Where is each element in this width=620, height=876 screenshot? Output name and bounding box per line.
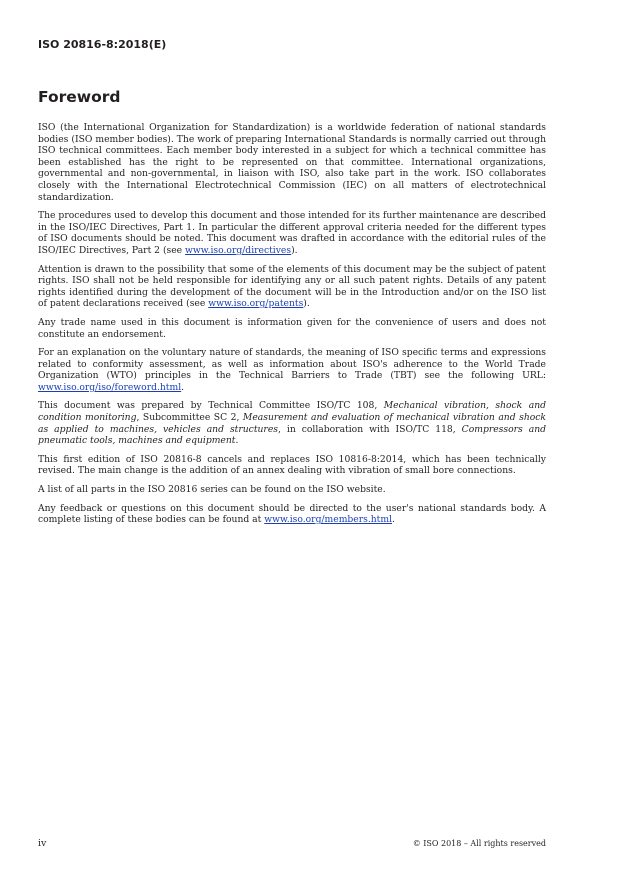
paragraph-feedback	[38, 503, 546, 526]
page-title: Foreword	[38, 88, 121, 106]
paragraph-text: .	[392, 514, 395, 526]
committee-title-italic: Mechanical vibration, shock and condition monitoring	[38, 400, 546, 424]
document-id-header: ISO 20816-8:2018(E)	[38, 38, 167, 51]
paragraph-text: Any feedback or questions on this document should be directed to the user's national standards body. A complete listing of these bodies can be found at	[38, 502, 546, 526]
subcommittee-title-italic: Measurement and evaluation of mechanical vibration and shock as applied to machines, vehicles and structures	[38, 412, 546, 435]
paragraph-text: For an explanation on the voluntary nature of standards, the meaning of ISO specific terms and expressions related to conformity assessment, as well as information about ISO's adherence to the World Trade Organization (WTO) principles in the Technical Barriers to Trade (TBT) see the following URL:	[38, 347, 546, 382]
page-number: iv	[38, 838, 47, 849]
paragraph-text: .	[181, 381, 185, 393]
collaborating-committee-title-italic: Compressors and pneumatic tools, machines and equipment	[38, 423, 546, 447]
paragraph-text: This first edition of ISO 20816-8 cancels and replaces ISO 10816-8:2014, which has been technically revised. The main change is the addition of an annex dealing with vibration of small bore connections.	[38, 453, 546, 477]
paragraph-procedures	[38, 210, 546, 256]
paragraph-text: The procedures used to develop this document and those intended for its further maintenance are described in the ISO/IEC Directives, Part 1. In particular the different approval criteria needed for the different types of ISO documents should be noted. This document was drafted in accordance with the editorial rules of the ISO/IEC Directives, Part 2 (see	[38, 210, 546, 256]
paragraph-text: ).	[303, 298, 310, 310]
foreword-body	[38, 122, 546, 533]
paragraph-voluntary-nature	[38, 347, 546, 393]
paragraph-patents	[38, 264, 546, 310]
members-link[interactable]: www.iso.org/members.html	[264, 514, 393, 526]
paragraph-trade-name	[38, 317, 546, 340]
foreword-link[interactable]: www.iso.org/iso/foreword.html	[38, 381, 182, 393]
paragraph-series-list	[38, 484, 546, 496]
paragraph-iso-intro	[38, 122, 546, 203]
paragraph-text: ISO (the International Organization for Standardization) is a worldwide federation of national standards bodies (ISO member bodies). The work of preparing International Standards is normally carried out through ISO technical committees. Each member body interested in a subject for which a technical committee has been established has the right to be represented on that committee. International organizations, governmental and non-governmental, in liaison with ISO, also take part in the work. ISO collaborates closely with the International Electrotechnical Commission (IEC) on all matters of electrotechnical standardization.	[38, 122, 546, 203]
paragraph-text: ).	[291, 244, 298, 256]
paragraph-text: Any trade name used in this document is information given for the convenience of users and does not constitute an endorsement.	[38, 316, 546, 340]
paragraph-text: , in collaboration with ISO/TC 118,	[277, 423, 462, 435]
paragraph-text: .	[235, 435, 239, 447]
paragraph-text: Attention is drawn to the possibility that some of the elements of this document may be the subject of patent rights. ISO shall not be held responsible for identifying any or all such patent rights. Details of any patent rights identified during the development of the document will be in the Introduction and/or on the ISO list of patent declarations received (see	[38, 263, 546, 310]
paragraph-edition	[38, 454, 546, 477]
paragraph-text: , Subcommittee SC 2,	[136, 412, 243, 424]
patents-link[interactable]: www.iso.org/patents	[208, 298, 304, 310]
paragraph-text: A list of all parts in the ISO 20816 series can be found on the ISO website.	[38, 484, 386, 496]
paragraph-text: This document was prepared by Technical Committee ISO/TC 108,	[38, 400, 384, 412]
copyright-notice: © ISO 2018 – All rights reserved	[412, 839, 546, 848]
directives-link[interactable]: www.iso.org/directives	[185, 244, 292, 256]
paragraph-committee	[38, 400, 546, 446]
